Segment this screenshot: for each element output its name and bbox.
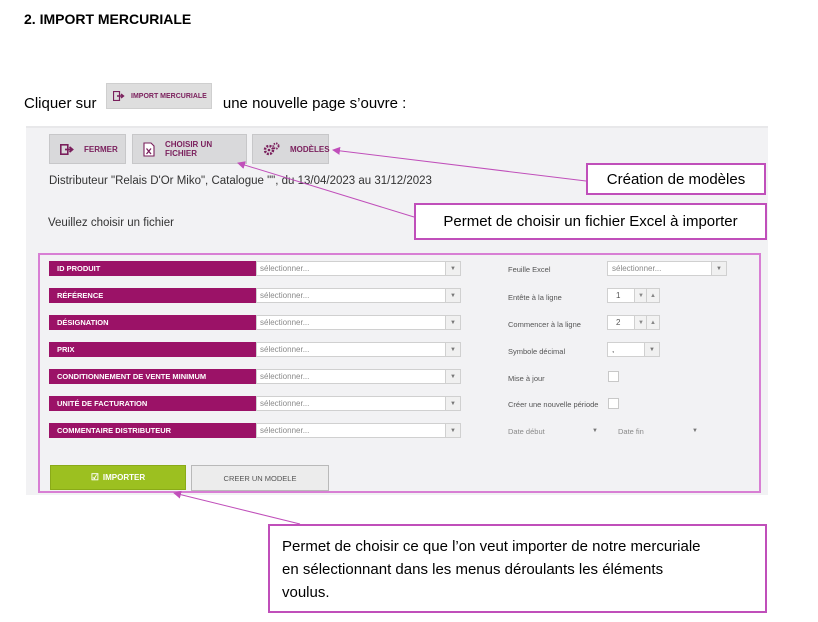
field-label: COMMENTAIRE DISTRIBUTEUR: [49, 423, 256, 438]
chevron-down-icon: ▼: [711, 262, 726, 275]
models-callout-text: Création de modèles: [606, 170, 746, 188]
fields-callout-line1: Permet de choisir ce que l’on veut importer de notre mercuriale: [282, 538, 701, 555]
fields-arrow: [174, 493, 300, 524]
import-label: IMPORTER: [102, 473, 146, 482]
close-label: FERMER: [84, 144, 118, 154]
choose-file-label: CHOISIR UN FICHIER: [165, 140, 213, 158]
decimal-value: ,: [612, 345, 615, 354]
field-label: UNITÉ DE FACTURATION: [49, 396, 256, 411]
header-row-value: 1: [616, 291, 621, 300]
choose-file-callout: [414, 203, 767, 240]
decimal-label: Symbole décimal: [508, 347, 566, 356]
sheet-label: Feuille Excel: [508, 265, 551, 274]
section-title: 2. IMPORT MERCURIALE: [24, 11, 192, 27]
field-select-value: sélectionner...: [260, 264, 310, 273]
intro-before: Cliquer sur: [24, 95, 97, 112]
start-date-label: Date début: [508, 427, 545, 436]
chevron-down-icon: ▼: [445, 424, 460, 437]
chevron-down-icon[interactable]: ▼: [634, 316, 647, 329]
header-row-label: Entête à la ligne: [508, 293, 562, 302]
chevron-down-icon: ▼: [692, 427, 698, 434]
field-label: RÉFÉRENCE: [49, 288, 256, 303]
intro-after: une nouvelle page s’ouvre :: [222, 95, 407, 112]
chevron-down-icon: ▼: [445, 397, 460, 410]
chevron-down-icon: ▼: [445, 262, 460, 275]
chevron-down-icon: ▼: [445, 316, 460, 329]
fields-callout: [268, 524, 767, 613]
field-select-value: sélectionner...: [260, 291, 310, 300]
chevron-down-icon[interactable]: ▼: [634, 289, 647, 302]
models-label: MODÈLES: [290, 144, 330, 154]
new-period-label: Créer une nouvelle période: [508, 400, 599, 409]
field-label: ID PRODUIT: [49, 261, 256, 276]
field-select-value: sélectionner...: [260, 318, 310, 327]
check-square-icon: ☑: [90, 472, 99, 482]
chevron-up-icon[interactable]: ▲: [646, 289, 659, 302]
field-label: DÉSIGNATION: [49, 315, 256, 330]
create-model-label: CREER UN MODELE: [223, 473, 297, 483]
start-row-value: 2: [616, 318, 621, 327]
choose-file-callout-text: Permet de choisir un fichier Excel à importer: [443, 213, 738, 230]
field-label: PRIX: [49, 342, 256, 357]
field-select-value: sélectionner...: [260, 372, 310, 381]
start-row-label: Commencer à la ligne: [508, 320, 581, 329]
update-label: Mise à jour: [508, 374, 545, 383]
chevron-down-icon: ▼: [445, 370, 460, 383]
choose-file-arrow: [238, 163, 414, 217]
fields-callout-line3: voulus.: [282, 584, 330, 601]
choose-file-prompt: Veuillez choisir un fichier: [48, 217, 174, 229]
models-callout: [586, 163, 766, 195]
import-mercuriale-label: IMPORT MERCURIALE: [131, 92, 207, 100]
models-arrow: [333, 150, 586, 181]
field-select-value: sélectionner...: [260, 345, 310, 354]
chevron-down-icon: ▼: [592, 427, 598, 434]
field-label: CONDITIONNEMENT DE VENTE MINIMUM: [49, 369, 256, 384]
field-select-value: sélectionner...: [260, 399, 310, 408]
chevron-down-icon: ▼: [445, 343, 460, 356]
sheet-select-value: sélectionner...: [612, 264, 662, 273]
distributor-info: Distributeur "Relais D'Or Miko", Catalogue "", du 13/04/2023 au 31/12/2023: [49, 175, 432, 187]
chevron-up-icon[interactable]: ▲: [646, 316, 659, 329]
fields-callout-line2: en sélectionnant dans les menus déroulants les éléments: [282, 561, 664, 578]
field-select-value: sélectionner...: [260, 426, 310, 435]
chevron-down-icon: ▼: [644, 343, 659, 356]
end-date-label: Date fin: [618, 427, 644, 436]
chevron-down-icon: ▼: [445, 289, 460, 302]
